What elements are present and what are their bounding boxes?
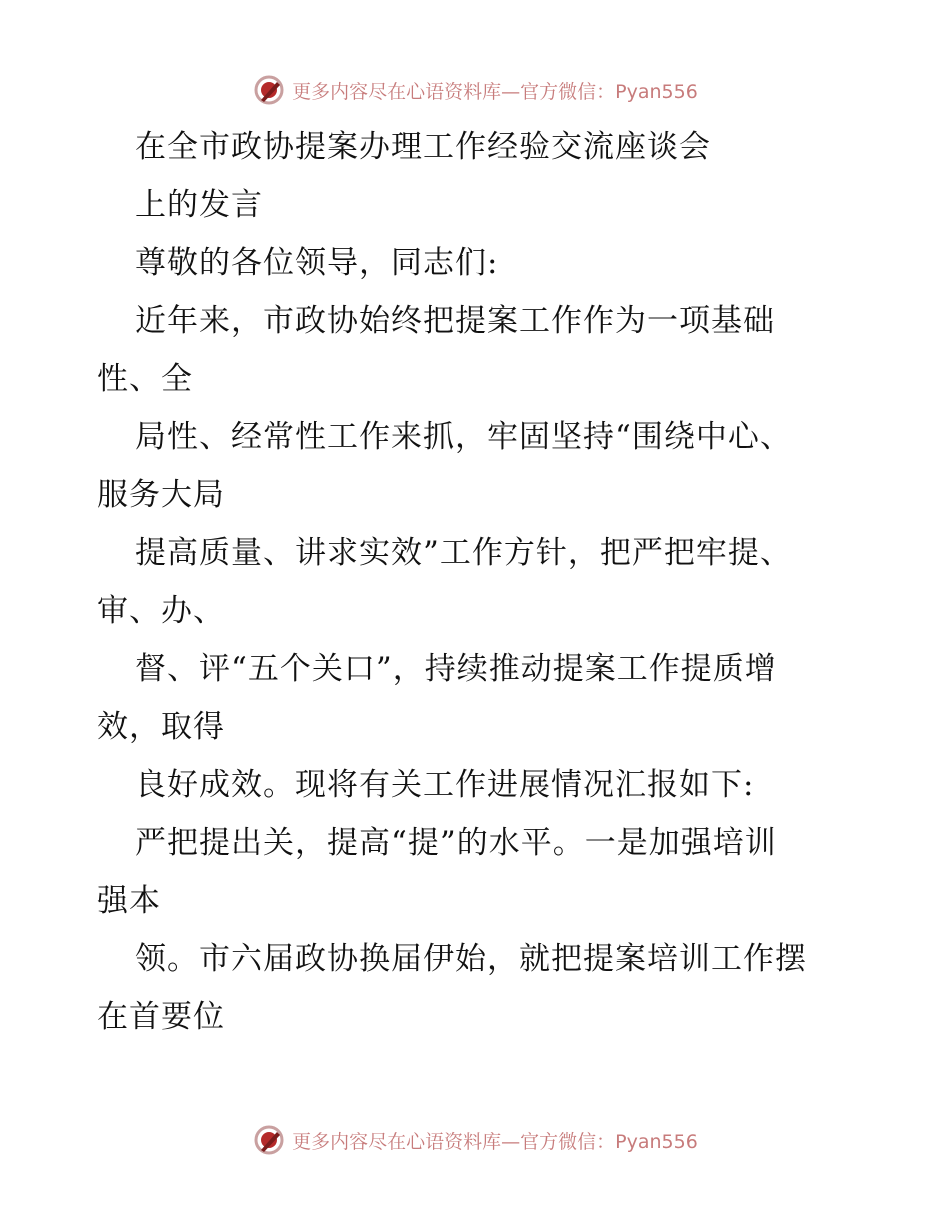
text-line: 提高质量、讲求实效”工作方针，把严把牢提、: [135, 535, 792, 571]
watermark-text: 更多内容尽在心语资料库—官方微信：Pyan556: [292, 80, 698, 103]
text-line: 服务大局: [97, 477, 225, 513]
text-line: 在首要位: [97, 999, 225, 1035]
document-body: [97, 118, 857, 1046]
text-line: 局性、经常性工作来抓，牢固坚持“围绕中心、: [135, 419, 792, 455]
text-line: 督、评“五个关口”，持续推动提案工作提质增: [135, 651, 777, 687]
pen-logo-icon: [252, 73, 286, 107]
pen-logo-icon: [252, 1123, 286, 1157]
text-line: 领。市六届政协换届伊始，就把提案培训工作摆: [135, 941, 807, 977]
text-line: 上的发言: [135, 187, 263, 223]
header-watermark-banner: [0, 70, 950, 110]
text-line: 审、办、: [97, 593, 225, 629]
text-line: 近年来，市政协始终把提案工作作为一项基础: [135, 303, 775, 339]
footer-watermark-banner: [0, 1120, 950, 1160]
watermark-text: 更多内容尽在心语资料库—官方微信：Pyan556: [292, 1130, 698, 1153]
text-line: 性、全: [97, 361, 193, 397]
text-line: 严把提出关，提高“提”的水平。一是加强培训: [135, 825, 777, 861]
text-line: 良好成效。现将有关工作进展情况汇报如下:: [135, 767, 755, 803]
text-line: 在全市政协提案办理工作经验交流座谈会: [135, 129, 711, 165]
text-line: 尊敬的各位领导，同志们:: [135, 245, 499, 281]
text-line: 强本: [97, 883, 161, 919]
text-line: 效，取得: [97, 709, 225, 745]
